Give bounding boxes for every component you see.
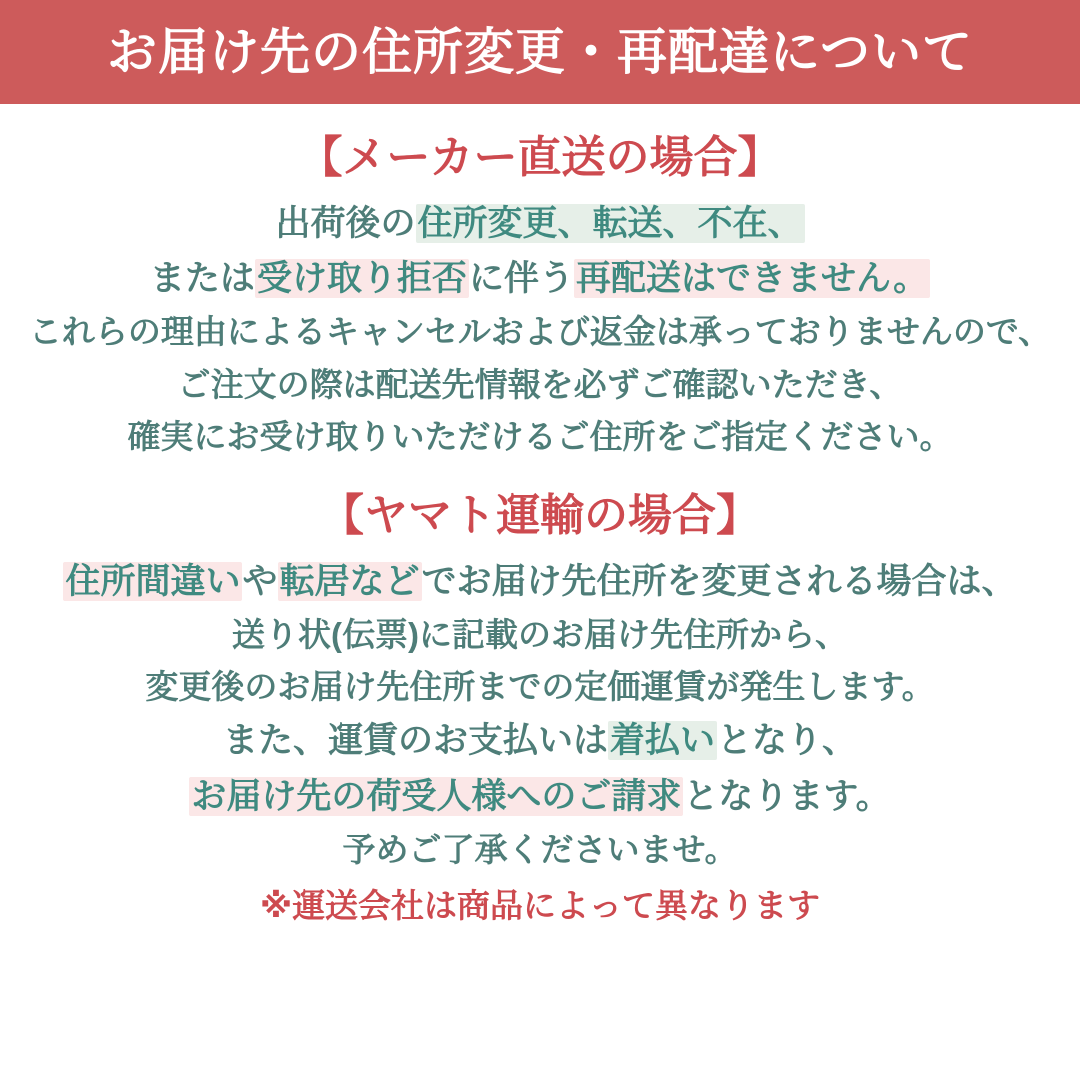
- section-heading-maker-direct: 【メーカー直送の場合】: [298, 133, 782, 182]
- notice-line: [14, 197, 1066, 250]
- footer-note: ※運送会社は商品によって異なります: [259, 886, 821, 924]
- notice-line: [14, 825, 1066, 875]
- page-header: [0, 0, 1080, 104]
- text-run: 出荷後の: [275, 204, 416, 243]
- text-run: や: [242, 561, 278, 601]
- text-run-highlight: 受け取り拒否: [256, 259, 467, 299]
- text-run: 予めご了承くださいませ。: [342, 830, 738, 868]
- text-run: となり、: [717, 721, 858, 761]
- text-run: に伴う: [468, 259, 574, 299]
- text-run: 変更後のお届け先住所までの定価運賃が発生します。: [145, 668, 935, 706]
- notice-line: [14, 252, 1066, 305]
- text-run-highlight: 着払い: [609, 721, 715, 761]
- notice-line: [14, 770, 1066, 823]
- notice-body: [0, 104, 1080, 929]
- text-run: これらの理由によるキャンセルおよび返金は承っておりませんので、: [28, 313, 1052, 351]
- notice-line: [14, 307, 1066, 357]
- text-run: ご注文の際は配送先情報を必ずご確認いただき、: [177, 365, 903, 403]
- text-run-highlight: お届け先の荷受人様へのご請求: [191, 776, 682, 816]
- text-run-highlight: 転居など: [279, 561, 420, 601]
- text-run-highlight: 住所変更、転送、不在、: [417, 204, 803, 243]
- text-run: となります。: [683, 776, 891, 816]
- text-run: また、運賃のお支払いは: [222, 721, 608, 761]
- text-run: または: [149, 259, 255, 299]
- notice-line: [14, 412, 1066, 462]
- text-run-highlight: 再配送はできません。: [575, 259, 929, 299]
- page-title: お届け先の住所変更・再配達について: [107, 24, 973, 80]
- text-run: 確実にお受け取りいただけるご住所をご指定ください。: [127, 417, 953, 455]
- notice-line: [14, 555, 1066, 608]
- notice-line: [14, 662, 1066, 712]
- notice-line: [14, 360, 1066, 410]
- notice-line: [14, 610, 1066, 660]
- notice-line: [14, 714, 1066, 767]
- text-run-highlight: 住所間違い: [65, 561, 241, 601]
- text-run: 送り状(伝票)に記載のお届け先住所から、: [232, 616, 848, 654]
- text-run: でお届け先住所を変更される場合は、: [421, 561, 1017, 601]
- section-heading-yamato: 【ヤマト運輸の場合】: [320, 490, 760, 540]
